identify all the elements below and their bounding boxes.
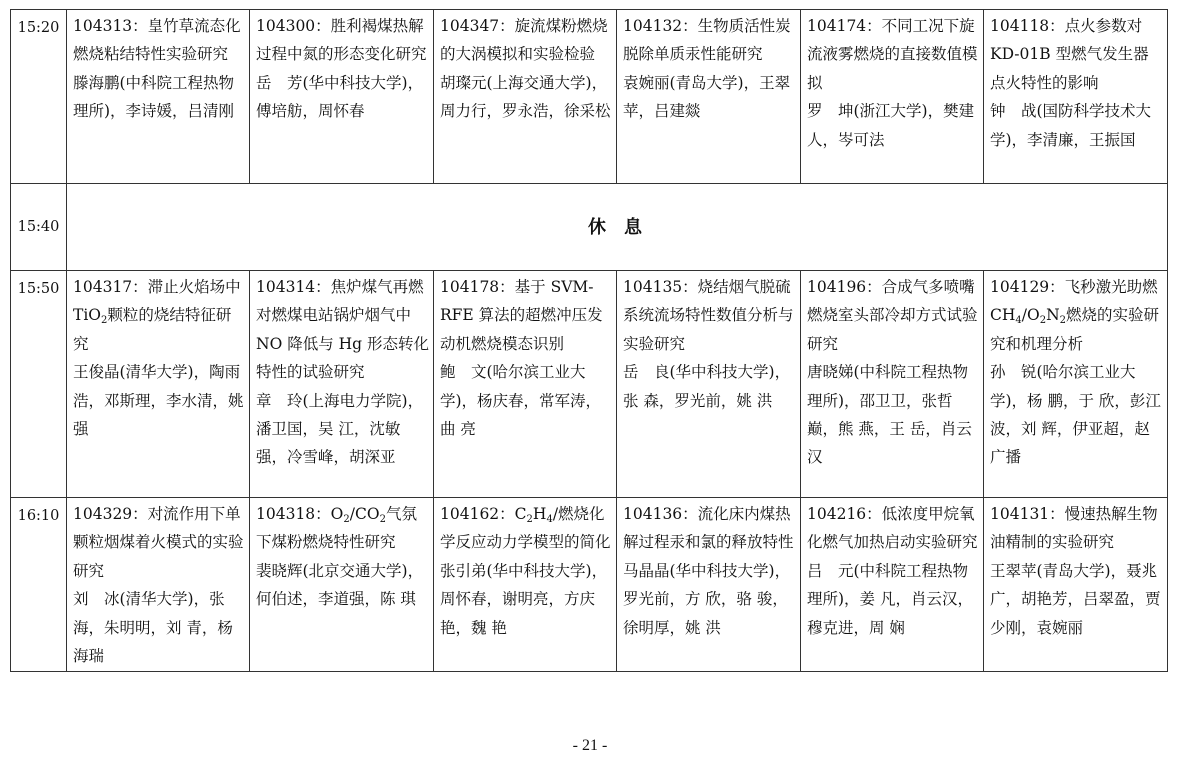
- paper-cell: [801, 498, 984, 672]
- paper-authors: 王俊晶(清华大学)，陶雨浩，邓斯理，李水清，姚 强: [73, 363, 244, 439]
- paper-title: 104347：旋流煤粉燃烧的大涡模拟和实验检验: [440, 17, 608, 64]
- paper-title: 104314：焦炉煤气再燃对燃煤电站锅炉烟气中NO 降低与 Hg 形态转化特性的试验研究: [256, 278, 429, 382]
- paper-cell: [984, 498, 1168, 672]
- paper-cell: [67, 271, 250, 498]
- paper-title: 104131：慢速热解生物油精制的实验研究: [990, 505, 1158, 552]
- paper-cell: [434, 10, 617, 184]
- table-row: [11, 498, 1168, 672]
- paper-title: 104196：合成气多喷嘴燃烧室头部冷却方式试验研究: [807, 278, 978, 353]
- paper-cell: [250, 271, 434, 498]
- time-cell: 16:10: [11, 498, 67, 672]
- time-cell: 15:40: [11, 184, 67, 271]
- time-cell: 15:50: [11, 271, 67, 498]
- paper-authors: 岳 良(华中科技大学)，张 森，罗光前，姚 洪: [623, 363, 791, 410]
- paper-cell: [617, 10, 801, 184]
- break-label: 休息: [67, 184, 1168, 271]
- paper-authors: 马晶晶(华中科技大学)，罗光前，方 欣，骆 骏，徐明厚，姚 洪: [623, 561, 791, 637]
- paper-authors: 岳 芳(华中科技大学)，傅培舫，周怀春: [256, 73, 424, 121]
- paper-title: 104313：皇竹草流态化燃烧粘结特性实验研究: [73, 17, 241, 64]
- paper-authors: 袁婉丽(青岛大学)，王翠苹，吕建燚: [623, 73, 791, 121]
- paper-authors: 吕 元(中科院工程热物理所)，姜 凡，肖云汉，穆克进，周 娴: [807, 561, 973, 637]
- schedule-table: [10, 9, 1168, 672]
- paper-cell: [801, 10, 984, 184]
- paper-authors: 滕海鹏(中科院工程热物理所)，李诗媛，吕清刚: [73, 73, 235, 121]
- paper-cell: [801, 271, 984, 498]
- paper-cell: [67, 498, 250, 672]
- paper-title: 104132：生物质活性炭脱除单质汞性能研究: [623, 17, 791, 64]
- paper-title: 104216：低浓度甲烷氧化燃气加热启动实验研究: [807, 505, 978, 552]
- paper-title: 104118：点火参数对KD-01B 型燃气发生器点火特性的影响: [990, 17, 1149, 92]
- paper-cell: [250, 498, 434, 672]
- paper-title: 104329：对流作用下单颗粒烟煤着火模式的实验研究: [73, 505, 244, 580]
- time-cell: 15:20: [11, 10, 67, 184]
- paper-authors: 孙 锐(哈尔滨工业大学)，杨 鹏，于 欣，彭江波，刘 辉，伊亚超，赵广播: [990, 363, 1161, 467]
- paper-authors: 张引弟(华中科技大学)，周怀春，谢明亮，方庆艳，魏 艳: [440, 561, 608, 637]
- paper-title: 104162：$C_2H_4/$燃烧化学反应动力学模型的简化: [440, 505, 611, 552]
- paper-authors: 章 玲(上海电力学院)，潘卫国，吴 江，沈敏强，冷雪峰，胡深亚: [256, 391, 424, 467]
- paper-title: 104174：不同工况下旋流液雾燃烧的直接数值模拟: [807, 17, 978, 92]
- paper-cell: [250, 10, 434, 184]
- paper-authors: 刘 冰(清华大学)，张海，朱明明，刘 青，杨海瑞: [73, 590, 233, 666]
- paper-authors: 王翠苹(青岛大学)，聂兆广，胡艳芳，吕翠盈，贾少刚，袁婉丽: [990, 561, 1161, 637]
- paper-title: 104318：$O_2/CO_2$气氛下煤粉燃烧特性研究: [256, 505, 417, 552]
- paper-cell: [434, 271, 617, 498]
- break-row: [11, 184, 1168, 271]
- table-row: [11, 10, 1168, 184]
- table-row: [11, 271, 1168, 498]
- paper-cell: [984, 271, 1168, 498]
- paper-cell: [434, 498, 617, 672]
- paper-title: 104129：飞秒激光助燃$CH_4/O_2N_2$燃烧的实验研究和机理分析: [990, 278, 1160, 353]
- paper-cell: [984, 10, 1168, 184]
- paper-authors: 钟 战(国防科学技术大学)，李清廉，王振国: [990, 102, 1152, 149]
- paper-authors: 唐晓娣(中科院工程热物理所)，邵卫卫，张哲巅，熊 燕，王 岳，肖云汉: [807, 363, 972, 467]
- paper-title: 104317：滞止火焰场中TiO$_2$颗粒的烧结特征研究: [73, 278, 241, 353]
- paper-cell: [617, 271, 801, 498]
- paper-authors: 胡璨元(上海交通大学)，周力行，罗永浩，徐采松: [440, 73, 611, 121]
- paper-title: 104135：烧结烟气脱硫系统流场特性数值分析与实验研究: [623, 278, 794, 353]
- paper-title: 104178：基于 SVM- RFE 算法的超燃冲压发动机燃烧模态识别: [440, 278, 603, 353]
- paper-authors: 罗 坤(浙江大学)，樊建人，岑可法: [807, 102, 975, 149]
- paper-authors: 鲍 文(哈尔滨工业大学)，杨庆春，常军涛，曲 亮: [440, 363, 602, 439]
- page-number: - 21 -: [572, 737, 608, 754]
- paper-cell: [617, 498, 801, 672]
- paper-authors: 裴晓辉(北京交通大学)，何伯述，李道强，陈 琪: [256, 561, 424, 609]
- paper-title: 104300：胜利褐煤热解过程中氮的形态变化研究: [256, 17, 427, 64]
- paper-title: 104136：流化床内煤热解过程汞和氯的释放特性: [623, 505, 794, 552]
- paper-cell: [67, 10, 250, 184]
